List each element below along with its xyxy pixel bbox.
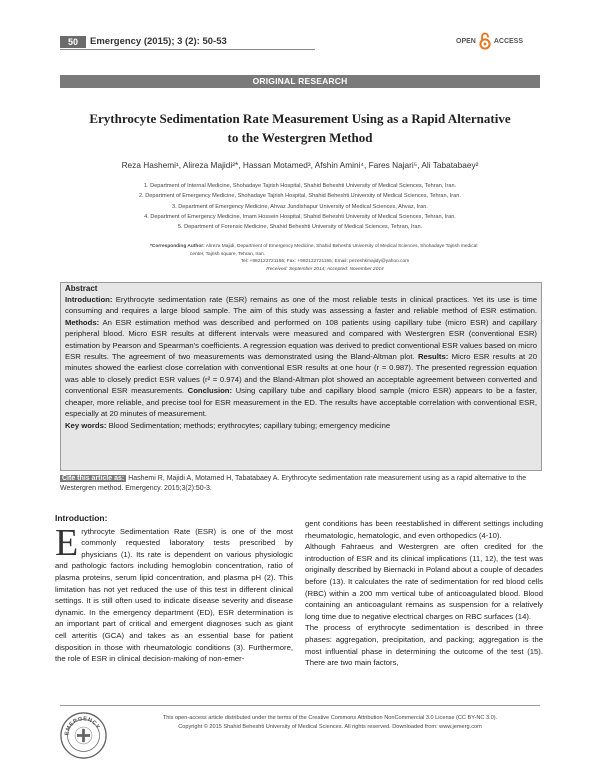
article-title-line: to the Westergren Method (227, 130, 373, 145)
copyright-line: Copyright © 2015 Shahid Beheshti University of Medical Sciences. All rights reserved. Downloaded from: www.jemerg.com (178, 724, 482, 730)
abstract-label-conclusion: Conclusion: (187, 386, 233, 396)
citation-block (60, 474, 540, 495)
introduction-heading: Introduction: (55, 513, 108, 523)
journal-reference: Emergency (2015); 3 (2): 50-53 (90, 36, 227, 47)
citation-label: Cite this article as: (62, 475, 125, 482)
affiliation-list (60, 181, 540, 232)
seal-text: EMERGENCY (64, 716, 101, 736)
body-paragraph-text: rythrocyte Sedimentation Rate (ESR) is one of the most commonly requested laboratory tests prescribed by physicians (1). Its rate is dependent on various physiologic and pathologic factors including hemoglobin concentration, ratio of plasma proteins, serum lipid concentration, and plasma pH (2). This limitation has not yet reduced the use of this test in different clinical settings. It is still often used to indicate disease severity and disease dynamic. In the emergency department (ED), ESR determination is an important part of critical and emergent diagnoses such as giant cell arteritis (GCA) and takes as an essential base for patient disposition in those with rheumatologic conditions (3). Furthermore, the role of ESR in clinical decision-making of non-emer- (55, 526, 293, 664)
abstract-label-methods: Methods: (65, 317, 100, 327)
keywords-label: Key words: (65, 421, 107, 431)
affiliation-item: 3. Department of Emergency Medicine, Ahvaz Jundishapur University of Medical Sciences, Ahvaz, Iran. (172, 203, 428, 210)
page-number: 50 (60, 36, 86, 48)
article-title-line: Erythrocyte Sedimentation Rate Measurement Using as a Rapid Alternative (89, 111, 511, 126)
abstract-label-results: Results: (417, 352, 449, 362)
abstract-conclusion: Using capillary tube and capillary blood sample (micro ESR) appears to be a faster, cheaper, more reliable, and precise tool for ESR measurement in the ED. The results have acceptable correlation with conventional ESR, especially at 20 minutes of measurement. (65, 386, 537, 419)
article-type-label: ORIGINAL RESEARCH (60, 75, 540, 88)
abstract-methods: An ESR estimation method was described and performed on 108 patients using capillary tube (micro ESR) and capillary peripheral blood. Micro ESR results at different intervals were measured and compared with Westergren ESR (conventional ESR) estimation by Pearson and Spearman's coefficients. A regression equation was derived to predict conventional ESR values based on micro ESR results. The agreement of two measurements was demonstrated using the Bland-Altman plot. (65, 317, 537, 362)
abstract-text (65, 294, 537, 419)
affiliation-item: 2. Department of Emergency Medicine, Shohadaye Tajrish Hospital, Shahid Beheshti University of Medical Sciences, Tehran, Iran. (139, 193, 461, 200)
body-column-left (55, 513, 293, 665)
contact-line: Tel: +982122721155; Fax: +982122721155; Email: pezeshkmajidy@yahoo.com (240, 259, 410, 265)
open-lock-icon (479, 32, 491, 50)
corresponding-author-line: Alireza Majidi, Department of Emergency Medicine, Shahid Beheshti University of Medical Sciences, Shohadaye Tajrish medical (205, 244, 478, 249)
affiliation-item: 1. Department of Internal Medicine, Shohadaye Tajrish Hospital, Shahid Beheshti University of Medical Sciences, Tehran, Iran. (143, 183, 457, 189)
body-paragraph: gent conditions has been reestablished in different settings including rheumatologic, hematologic, and even orthopedics (4-10). (305, 519, 543, 540)
keywords (65, 420, 537, 431)
affiliation-item: 4. Department of Emergency Medicine, Imam Hossein Hospital, Shahid Beheshti University of Medical Sciences, Tehran, Iran. (144, 213, 456, 220)
body-paragraph (55, 521, 293, 665)
citation-text: Hashemi R, Majidi A, Motamed H, Tabatabaey A. Erythrocyte sedimentation rate measurement using as a rapid alternative to the Westergren method. Emergency. 2015;3(2):50-3. (60, 475, 527, 493)
body-paragraph: The process of erythrocyte sedimentation is described in three phases: aggregation, precipitation, and packing; aggregation is the most influential phase in determining the outcome of the test (15). There are two main factors, (305, 623, 543, 668)
affiliation-item: 5. Department of Forensic Medicine, Shahid Beheshti University of Medical Sciences, Tehran, Iran. (177, 224, 423, 231)
license-notice (120, 714, 540, 732)
body-paragraph: Although Fahraeus and Westergren are often credited for the introduction of ESR and its clinical implications (11, 12), the test was originally described by Biernacki in Poland about a couple of decades before (13). It calculates the rate of sedimentation for red blood cells (RBC) within a 200 mm vertical tube of anticoagulated blood. Blood containing an anticoagulant remains as suspension for a relatively long time due to negative electrical charges on RBC surfaces (14). (305, 542, 543, 621)
corresponding-author-line: center, Tajrish square, Tehran, Iran. (190, 251, 266, 257)
abstract-introduction: Erythrocyte sedimentation rate (ESR) remains as one of the most reliable tests in clinical practices. Yet its use is time consuming and requires a large blood sample. The aim of this study was assessing a faster and reliable method of ESR estimation. (65, 295, 537, 316)
license-line: This open-access article distributed under the terms of the Creative Commons Attribution NonCommercial 3.0 License (CC BY-NC 3.0). (162, 715, 498, 721)
keywords-text: Blood Sedimentation; methods; erythrocytes; capillary tubing; emergency medicine (106, 421, 391, 431)
journal-seal-logo (60, 712, 107, 759)
received-accepted-dates: Received: September 2014; Accepted: November 2014 (266, 266, 384, 272)
author-list: Reza Hashemi¹, Alireza Majidi²*, Hassan Motamed³, Afshin Amini⁴, Fares Najari⁵, Ali Tabatabaey² (121, 160, 479, 170)
corresponding-author-label: *Corresponding Author: (150, 244, 205, 249)
open-access-left-label: OPEN (456, 37, 476, 45)
open-access-right-label: ACCESS (493, 37, 524, 45)
footer-divider (60, 705, 540, 706)
corresponding-author-block (150, 243, 500, 273)
header-divider (60, 49, 315, 50)
abstract-label-introduction: Introduction: (65, 295, 113, 304)
open-access-logo (456, 31, 523, 51)
body-column-right (305, 518, 543, 669)
abstract-box (60, 282, 542, 471)
drop-cap: E (55, 521, 79, 564)
abstract-results: Micro ESR results at 20 minutes showed the earliest close correlation with conventional ESR results at one hour (r = 0.987). The presented regression equation was able to closely predict ESR values (r² = 0.974) and the Bland-Altman plot showed an acceptable agreement between converted and conventional ESR measurements. (65, 352, 537, 396)
abstract-heading: Abstract (65, 284, 98, 293)
article-title (60, 109, 540, 147)
